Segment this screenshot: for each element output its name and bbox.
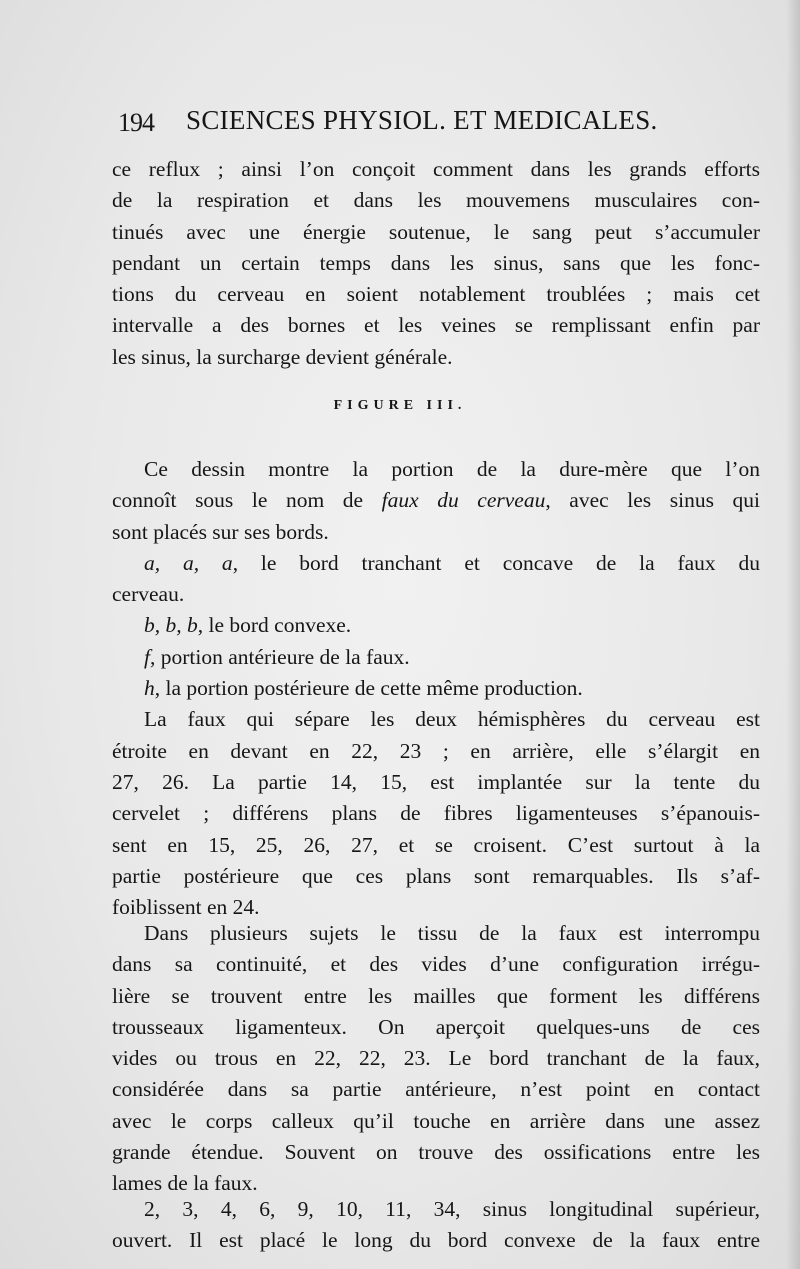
paragraph-sinus (112, 1194, 760, 1257)
text-line: sent en 15, 25, 26, 27, et se croisent. C’est surtout à la (112, 832, 760, 857)
figure-description (112, 454, 760, 923)
paragraph-circulation (112, 154, 760, 373)
text-line: 2, 3, 4, 6, 9, 10, 11, 34, sinus longitudinal supérieur, (144, 1197, 760, 1221)
text-line: avec le corps calleux qu’il touche en arrière dans une assez (112, 1108, 760, 1133)
text-line: intervalle a des bornes et les veines se remplissant enfin par (112, 313, 760, 338)
text-line: étroite en devant en 22, 23 ; en arrière, elle s’élargit en (112, 738, 760, 763)
legend-item-f: f, portion antérieure de la faux. (144, 644, 410, 669)
text-line: ce reflux ; ainsi l’on conçoit comment dans les grands efforts (112, 157, 760, 181)
text-line: pendant un certain temps dans les sinus, sans que les fonc- (112, 250, 760, 275)
text-line: cerveau. (112, 582, 185, 607)
running-head: SCIENCES PHYSIOL. ET MEDICALES. (186, 105, 658, 135)
text-line: de la respiration et dans les mouvemens musculaires con- (112, 188, 760, 213)
text-line: trousseaux ligamenteux. On aperçoit quelques-uns de ces (112, 1014, 760, 1039)
text-line: 27, 26. La partie 14, 15, est implantée sur la tente du (112, 769, 760, 794)
text-line: sont placés sur ses bords. (112, 519, 329, 544)
legend-letter: h (144, 676, 155, 701)
text-line: lière se trouvent entre les mailles que forment les différens (112, 983, 760, 1008)
page-number: 194 (118, 108, 154, 137)
page-edge-shadow (786, 0, 800, 1269)
text-line: grande étendue. Souvent on trouve des ossifications entre les (112, 1140, 760, 1165)
text-line: connoît sous le nom de faux du cerveau, avec les sinus qui (112, 488, 760, 513)
text-line: considérée dans sa partie antérieure, n’est point en contact (112, 1077, 760, 1102)
text-line: tinués avec une énergie soutenue, le sang peut s’accumuler (112, 219, 760, 244)
paragraph-falx-gaps (112, 918, 760, 1200)
legend-item-h: h, la portion postérieure de cette même production. (144, 676, 583, 701)
text-line: La faux qui sépare les deux hémisphères du cerveau est (144, 707, 760, 732)
legend-letter: f (144, 644, 150, 669)
text-line: ouvert. Il est placé le long du bord convexe de la faux entre (112, 1228, 760, 1253)
text-line: Dans plusieurs sujets le tissu de la faux est interrompu (144, 921, 760, 945)
italic-term: faux du cerveau (381, 488, 546, 513)
text-line: vides ou trous en 22, 22, 23. Le bord tranchant de la faux, (112, 1046, 760, 1071)
text-line: foiblissent en 24. (112, 895, 260, 920)
legend-letter: a, a, a (144, 550, 233, 575)
figure-heading: FIGURE III. (333, 398, 467, 413)
legend-letter: b, b, b (144, 613, 198, 638)
text-line: tions du cerveau en soient notablement troublées ; mais cet (112, 282, 760, 307)
legend-item-b: b, b, b, le bord convexe. (144, 613, 352, 638)
text-line: les sinus, la surcharge devient générale. (112, 344, 453, 369)
text-line: lames de la faux. (112, 1171, 258, 1196)
text-line: cervelet ; différens plans de fibres ligamenteuses s’épanouis- (112, 801, 760, 826)
text-line: Ce dessin montre la portion de la dure-mère que l’on (144, 457, 760, 481)
text-line: dans sa continuité, et des vides d’une configuration irrégu- (112, 952, 760, 977)
legend-item-a: a, a, a, le bord tranchant et concave de la faux du (144, 550, 761, 575)
text-line: partie postérieure que ces plans sont remarquables. Ils s’af- (112, 863, 760, 888)
page-header (118, 100, 718, 140)
